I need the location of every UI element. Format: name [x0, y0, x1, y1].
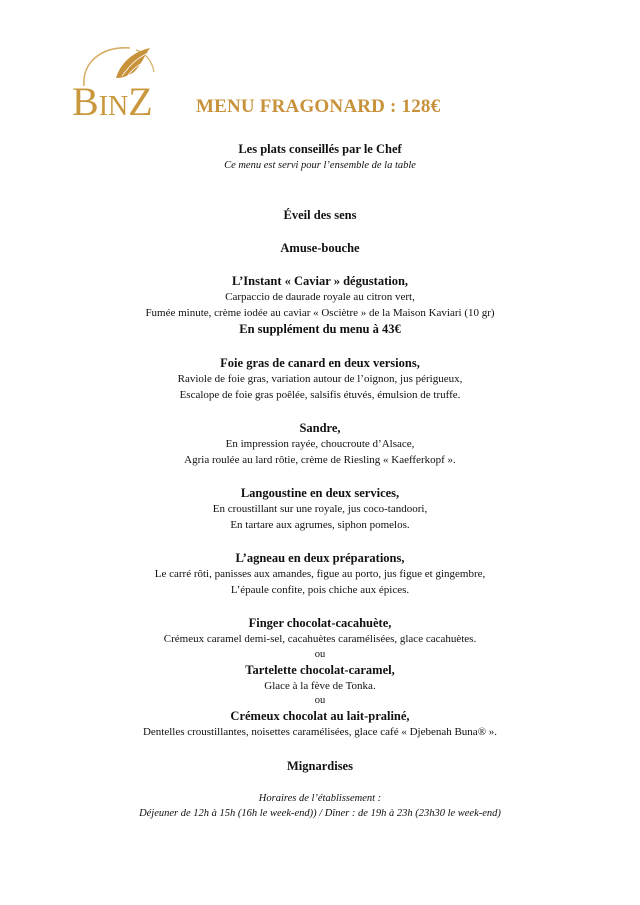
- dessert-tartelette-line1: Glace à la fève de Tonka.: [264, 679, 376, 692]
- dessert-finger-line1: Crémeux caramel demi-sel, cacahuètes caramélisées, glace cacahuètes.: [163, 633, 477, 645]
- chef-heading: Les plats conseillés par le Chef: [238, 142, 402, 156]
- dish-caviar-supplement: En supplément du menu à 43€: [239, 322, 401, 336]
- dessert-cremeux-line1: Dentelles croustillantes, noisettes caramélisées, glace café « Djebenah Buna® ».: [142, 726, 498, 738]
- dish-agneau-line1: Le carré rôti, panisses aux amandes, figue au porto, jus figue et gingembre,: [154, 568, 486, 580]
- logo-wordmark: BINZ: [72, 79, 153, 124]
- dish-caviar-title: L’Instant « Caviar » dégustation,: [231, 274, 409, 288]
- dish-caviar-line1: Carpaccio de daurade royale au citron vert,: [225, 291, 415, 303]
- or-separator: ou: [314, 695, 326, 706]
- or-separator: ou: [314, 648, 326, 660]
- dish-sandre-title: Sandre,: [299, 421, 341, 435]
- dish-agneau-title: L’agneau en deux préparations,: [235, 551, 405, 565]
- dish-foie-gras-line2: Escalope de foie gras poêlée, salsifis étuvés, émulsion de truffe.: [179, 388, 461, 401]
- section-mignardises: Mignardises: [287, 758, 353, 773]
- dessert-tartelette-title: Tartelette chocolat-caramel,: [245, 662, 395, 677]
- section-eveil: Éveil des sens: [283, 208, 357, 222]
- chef-subheading: Ce menu est servi pour l’ensemble de la table: [224, 160, 416, 171]
- dish-langoustine-line1: En croustillant sur une royale, jus coco-tandoori,: [212, 503, 428, 515]
- dish-foie-gras-line1: Raviole de foie gras, variation autour de l’oignon, jus périgueux,: [177, 373, 463, 385]
- dish-sandre-line2: Agria roulée au lard rôtie, crème de Riesling « Kaefferkopf ».: [184, 453, 456, 466]
- dish-langoustine-line2: En tartare aux agrumes, siphon pomelos.: [230, 518, 410, 531]
- dish-foie-gras-title: Foie gras de canard en deux versions,: [220, 356, 420, 370]
- hours-times: Déjeuner de 12h à 15h (16h le week-end)) / Dîner : de 19h à 23h (23h30 le week-end): [139, 807, 501, 819]
- dish-caviar-line2: Fumée minute, crème iodée au caviar « Osciètre » de la Maison Kaviari (10 gr): [145, 306, 495, 319]
- dessert-finger-title: Finger chocolat-cacahuète,: [248, 616, 392, 630]
- dish-langoustine-title: Langoustine en deux services,: [240, 486, 400, 500]
- dish-sandre-line1: En impression rayée, choucroute d’Alsace,: [225, 438, 415, 450]
- binz-logo: [72, 38, 172, 124]
- dish-agneau-line2: L’épaule confite, pois chiche aux épices.: [230, 583, 410, 596]
- section-amuse-bouche: Amuse-bouche: [280, 241, 360, 255]
- menu-title: MENU FRAGONARD : 128€: [196, 96, 441, 117]
- hours-label: Horaires de l’établissement :: [258, 792, 382, 804]
- dessert-cremeux-title: Crémeux chocolat au lait-praliné,: [230, 709, 410, 723]
- menu-content: [0, 141, 640, 821]
